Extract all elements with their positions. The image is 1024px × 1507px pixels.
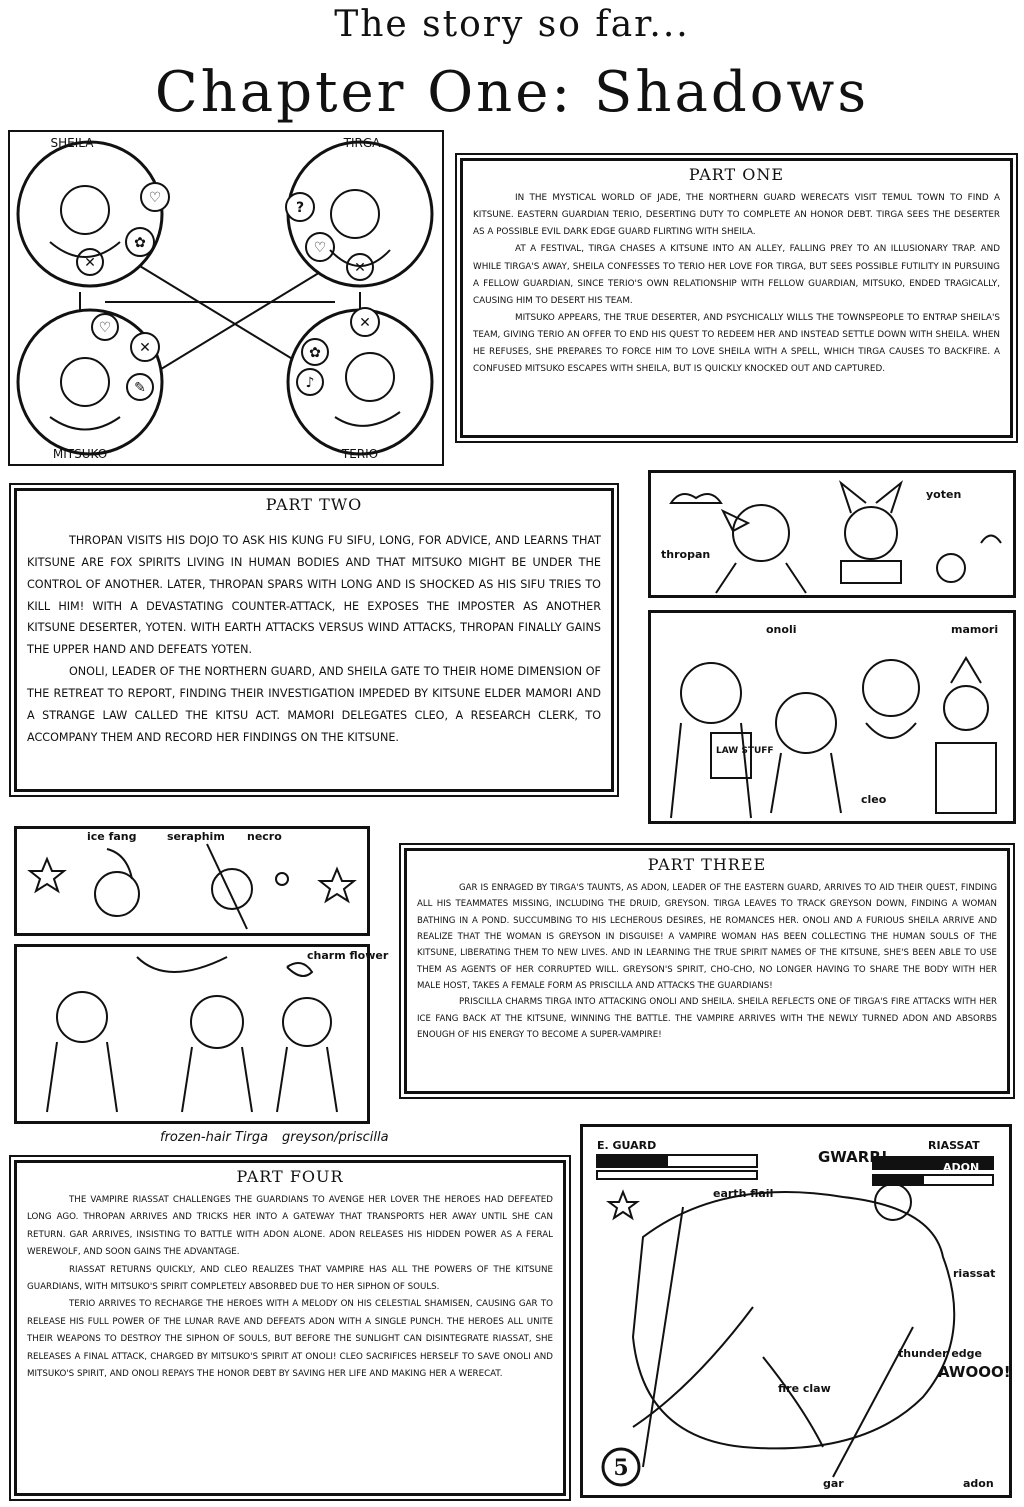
label-thropan: thropan [661,548,711,561]
part-four-paragraph: RIASSAT RETURNS QUICKLY, AND CLEO REALIZES THAT VAMPIRE HAS ALL THE POWERS OF THE KITSUNE GUARDIANS, WITH MITSUKO'S SPIRIT COMPLETELY ABSORBED DUE TO HER SIPHON OF SOULS. [27,1264,553,1293]
onoli-mamori-panel [648,610,1016,824]
label-yoten: yoten [926,488,962,501]
part-four-box [14,1160,566,1496]
tirga-charm-panel [14,944,389,1124]
part-one-paragraph: AT A FESTIVAL, TIRGA CHASES A KITSUNE INTO AN ALLEY, FALLING PREY TO AN ILLUSIONARY TRAP. AND WHILE TIRGA'S AWAY, SHEILA CONFESSES TO TERIO HER LOVE FOR TIRGA, BUT SEES POSSIBLE FUTILITY IN PURSUING A FELLOW GUARDIAN, SINCE TERIO'S OWN RELATIONSHIP WITH FELLOW GUARDIAN, MITSUKO, ENDED TRAGICALLY, CAUSING HIM TO DESERT HIS TEAM. [473,244,1000,306]
part-one-paragraph: IN THE MYSTICAL WORLD OF JADE, THE NORTHERN GUARD WERECATS VISIT TEMUL TOWN TO FIND A KITSUNE. EASTERN GUARDIAN TERIO, DESERTING DUTY TO COMPLETE AN HONOR DEBT. TIRGA SEES THE DESERTER AS A POSSIBLE EVIL DARK EDGE GUARD FLIRTING WITH SHEILA. [473,193,1000,238]
chapter-title: Chapter One: Shadows [154,60,870,125]
label-onoli: onoli [766,623,797,636]
label-adon-bar: ADON [943,1161,980,1174]
svg-text:♡: ♡ [148,190,162,206]
relationship-diagram [10,132,442,464]
svg-text:✕: ✕ [359,315,371,331]
part-three-paragraph: PRISCILLA CHARMS TIRGA INTO ATTACKING ONOLI AND SHEILA. SHEILA REFLECTS ONE OF TIRGA'S FIRE ATTACKS WITH HER ICE FANG BACK AT THE KITSUNE, WINNING THE BATTLE. THE VAMPIRE ARRIVES WITH THE NEWLY TURNED ADON AND ABSORBS ENOUGH OF HIS ENERGY TO BECOME A SUPER-VAMPIRE! [417,997,997,1040]
label-e-guard: E. GUARD [597,1139,657,1152]
part-two-box [14,488,614,792]
label-cleo: cleo [861,793,887,806]
svg-text:♪: ♪ [305,375,315,391]
part-three-box [404,848,1010,1094]
weapons-art [17,829,367,933]
weapons-panel [14,826,370,936]
label-mamori: mamori [951,623,999,636]
onoli-mamori-art [651,613,1013,821]
tirga-charm-art [17,947,389,1121]
svg-text:✿: ✿ [134,235,146,251]
svg-text:✎: ✎ [134,380,146,396]
page-number: 5 [613,1455,629,1481]
name-mitsuko: MITSUKO [52,447,108,461]
part-four-title: PART FOUR [236,1167,344,1186]
name-sheila: SHEILA [50,136,94,150]
label-adon: adon [963,1477,994,1490]
label-frozen-hair-tirga: frozen-hair Tirga [160,1130,269,1145]
label-ice-fang: ice fang [87,830,137,843]
svg-text:✕: ✕ [139,340,151,356]
label-gwarr: GWARR! [818,1148,888,1166]
label-awooo: AWOOO! [938,1363,1011,1381]
part-four-paragraph: THE VAMPIRE RIASSAT CHALLENGES THE GUARDIANS TO AVENGE HER LOVER THE HEROES HAD DEFEATED LONG AGO. THROPAN ARRIVES AND TRICKS HER INTO A GATEWAY THAT TRANSPORTS HER AWAY UNTIL SHE CAN RETURN. GAR ARRIVES, INSISTING TO BATTLE WITH ADON ALONE. ADON RELEASES HIS HIDDEN POWER AS A FERAL WEREWOLF, AND SOON GAINS THE ADVANTAGE. [27,1195,553,1258]
svg-text:♡: ♡ [98,320,112,336]
svg-text:✿: ✿ [309,345,321,361]
svg-text:✕: ✕ [354,260,366,276]
battle-art [583,1127,1009,1495]
label-gar: gar [823,1477,844,1490]
label-earth-flail: earth flail [713,1187,774,1200]
part-one-paragraph: MITSUKO APPEARS, THE TRUE DESERTER, AND PSYCHICALLY WILLS THE TOWNSPEOPLE TO ENTRAP SHEILA'S TEAM, GIVING TERIO AN OFFER TO END HIS QUEST TO REDEEM HER AND INSTEAD SETTLE DOWN WITH SHEILA. WHEN HE REFUSES, SHE PREPARES TO FORCE HIM TO LOVE SHEILA WITH A SPELL, WHICH TIRGA CAUSES TO BACKFIRE. A CONFUSED MITSUKO ESCAPES WITH SHEILA, BUT IS QUICKLY KNOCKED OUT AND CAPTURED. [473,312,1000,375]
label-necro: necro [247,830,282,843]
label-greyson-priscilla: greyson/priscilla [282,1130,389,1145]
part-one-box [460,158,1013,438]
svg-text:✕: ✕ [84,255,96,271]
character-diagram-panel [8,130,444,466]
part-one-text [463,190,1010,379]
thropan-yoten-art [651,473,1013,595]
battle-panel [580,1124,1012,1498]
part-two-title: PART TWO [265,495,363,514]
label-law-stuff: LAW STUFF [716,746,774,756]
part-one-title: PART ONE [688,165,785,184]
part-two-paragraph: ONOLI, LEADER OF THE NORTHERN GUARD, AND SHEILA GATE TO THEIR HOME DIMENSION OF THE RETREAT TO REPORT, FINDING THEIR INVESTIGATION IMPEDED BY KITSUNE ELDER MAMORI AND A STRANGE LAW CALLED THE KITSU ACT. MAMORI DELEGATES CLEO, A RESEARCH CLERK, TO ACCOMPANY THEM AND RECORD HER FINDINGS ON THE KITSUNE. [27,665,601,744]
svg-text:?: ? [295,200,305,216]
name-tirga: TIRGA [343,136,381,150]
label-charm-flower: charm flower [307,949,389,962]
part-four-paragraph: TERIO ARRIVES TO RECHARGE THE HEROES WITH A MELODY ON HIS CELESTIAL SHAMISEN, CAUSING GAR TO RELEASE HIS FULL POWER OF THE LUNAR RAVE AND DEFEATS ADON WITH A SINGLE PUNCH. THE HEROES ALL UNITE THEIR WEAPONS TO DESTROY THE SIPHON OF SOULS, BUT BEFORE THE SUNLIGHT CAN DISINTEGRATE RIASSAT, SHE RELEASES A FINAL ATTACK, CHARGED BY MITSUKO'S SPIRIT AT ONOLI! CLEO SACRIFICES HERSELF TO SAVE ONOLI AND MITSUKO'S SPIRIT, AND ONOLI REPAYS THE HONOR DEBT BY SAVING HER LIFE AND MAKING HER A WERECAT. [27,1299,553,1380]
label-seraphim: seraphim [167,830,225,843]
name-terio: TERIO [341,447,379,461]
svg-text:♡: ♡ [313,240,327,256]
part-two-text [17,520,611,748]
part-three-text [407,880,1007,1043]
part-three-title: PART THREE [647,855,767,874]
part-two-paragraph: THROPAN VISITS HIS DOJO TO ASK HIS KUNG FU SIFU, LONG, FOR ADVICE, AND LEARNS THAT KITSUNE ARE FOX SPIRITS LIVING IN HUMAN BODIES AND THAT MITSUKO MIGHT BE UNDER THE CONTROL OF ANOTHER. LATER, THROPAN SPARS WITH LONG AND IS SHOCKED AS HIS SIFU TRIES TO KILL HIM! WITH A DEVASTATING COUNTER-ATTACK, HE EXPOSES THE IMPOSTER AS ANOTHER KITSUNE DESERTER, YOTEN. WITH EARTH ATTACKS VERSUS WIND ATTACKS, THROPAN FINALLY GAINS THE UPPER HAND AND DEFEATS YOTEN. [27,534,601,657]
label-riassat-bar: RIASSAT [928,1139,980,1152]
story-so-far-heading: The story so far... [334,4,690,45]
label-fire-claw: fire claw [778,1382,831,1395]
part-three-paragraph: GAR IS ENRAGED BY TIRGA'S TAUNTS, AS ADON, LEADER OF THE EASTERN GUARD, ARRIVES TO AID THEIR QUEST, FINDING ALL HIS TEAMMATES MISSING, INCLUDING THE DRUID, GREYSON. TIRGA LEAVES TO TRACK GREYSON DOWN, FINDING A WOMAN BATHING IN A POND. SUCCUMBING TO HIS LECHEROUS DESIRES, HE ROMANCES HER. ONOLI AND A FURIOUS SHEILA ARRIVE AND REALIZE THAT THE WOMAN IS GREYSON IN DISGUISE! A VAMPIRE WOMAN HAS BEEN COLLECTING THE HUMAN SOULS OF THE KITSUNE, LIBERATING THEM TO NEW LIVES. AND IN LEARNING THE TRUE SPIRIT NAMES OF THE KITSUNE, SHE'S BEEN ABLE TO USE THEM AS AGENTS OF HER CORRUPTED WILL. GREYSON'S SPIRIT, CHO-CHO, NO LONGER HAVING TO SHARE THE BODY WITH HER MALE HOST, TAKES A FEMALE FORM AS PRISCILLA AND ATTACKS THE GUARDIANS! [417,883,997,991]
thropan-yoten-panel [648,470,1016,598]
label-thunder-edge: thunder edge [898,1347,983,1360]
part-four-text [17,1192,563,1383]
label-riassat: riassat [953,1267,996,1280]
